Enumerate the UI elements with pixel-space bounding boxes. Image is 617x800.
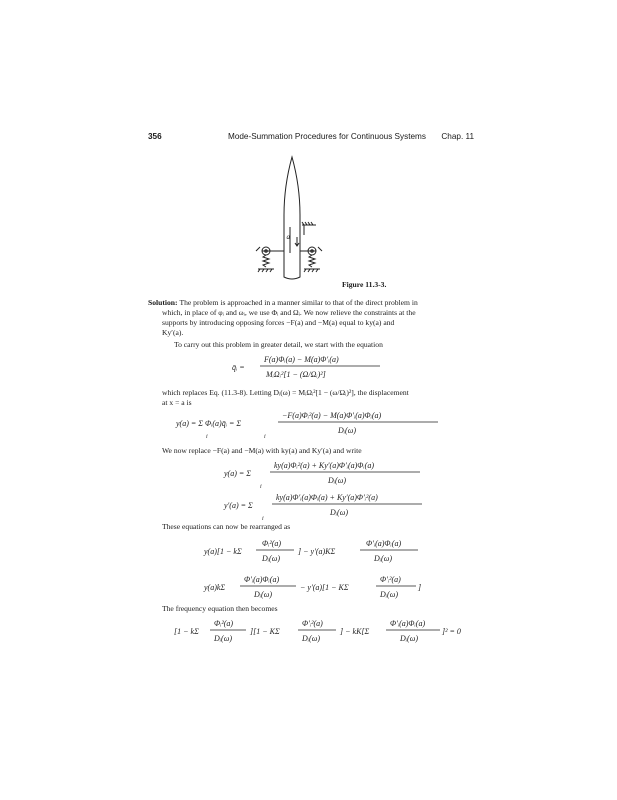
svg-text:F(a)Φᵢ(a) − M(a)Φ′ᵢ(a): F(a)Φᵢ(a) − M(a)Φ′ᵢ(a)	[264, 355, 339, 364]
svg-text:Dᵢ(ω): Dᵢ(ω)	[302, 634, 321, 643]
svg-text:−F(a)Φᵢ²(a) − M(a)Φ′ᵢ(a)Φᵢ(a): −F(a)Φᵢ²(a) − M(a)Φ′ᵢ(a)Φᵢ(a)	[282, 411, 382, 420]
svg-text:Dᵢ(ω): Dᵢ(ω)	[374, 554, 393, 563]
svg-text:]: ]	[418, 583, 422, 592]
paragraph-3-line-2: at x = a is	[162, 398, 192, 407]
svg-text:Φᵢ²(a): Φᵢ²(a)	[214, 619, 234, 628]
chapter-label: Chap. 11	[441, 132, 474, 141]
svg-text:Φ′ᵢ(a)Φᵢ(a): Φ′ᵢ(a)Φᵢ(a)	[390, 619, 426, 628]
svg-text:]² = 0: ]² = 0	[442, 627, 461, 636]
svg-text:Φ′ᵢ²(a): Φ′ᵢ²(a)	[302, 619, 323, 628]
svg-text:] − y′(a)KΣ: ] − y′(a)KΣ	[298, 547, 336, 556]
svg-text:Dᵢ(ω): Dᵢ(ω)	[380, 590, 399, 599]
svg-text:Dᵢ(ω): Dᵢ(ω)	[330, 508, 349, 517]
paragraph-6: The frequency equation then becomes	[162, 604, 278, 613]
svg-text:Dᵢ(ω): Dᵢ(ω)	[254, 590, 273, 599]
equation-rearranged-2	[204, 570, 444, 608]
equation-rearranged-1	[204, 534, 444, 572]
solution-line-1: The problem is approached in a manner similar to that of the direct problem in	[179, 298, 418, 307]
solution-line-4: Ky′(a).	[162, 328, 184, 337]
svg-text:i: i	[264, 434, 266, 440]
equation-q-bar	[232, 352, 432, 386]
solution-line-3: supports by introducing opposing forces −F(a) and −M(a) equal to ky(a) and	[162, 318, 395, 327]
equation-y-prime	[224, 490, 444, 526]
svg-text:i: i	[206, 434, 208, 440]
svg-text:] − kK[Σ: ] − kK[Σ	[340, 627, 370, 636]
solution-label: Solution:	[148, 298, 178, 307]
svg-text:q̄ᵢ =: q̄ᵢ =	[232, 363, 245, 372]
paragraph-3-line-1: which replaces Eq. (11.3-8). Letting Dᵢ(ω) = MᵢΩᵢ²[1 − (ω/Ωᵢ)²], the displacement	[162, 388, 409, 397]
svg-text:Dᵢ(ω): Dᵢ(ω)	[262, 554, 281, 563]
svg-text:Φ′ᵢ(a)Φᵢ(a): Φ′ᵢ(a)Φᵢ(a)	[244, 575, 280, 584]
page-number: 356	[148, 132, 162, 141]
equation-displacement	[176, 408, 476, 444]
svg-text:i: i	[260, 484, 262, 490]
svg-text:MᵢΩᵢ²[1 − (Ω/Ωᵢ)²]: MᵢΩᵢ²[1 − (Ω/Ωᵢ)²]	[266, 370, 326, 379]
solution-line-2: which, in place of φᵢ and ωᵢ, we use Φᵢ and Ωᵢ. We now relieve the constraints at the	[162, 308, 416, 317]
svg-text:y′(a) = Σ: y′(a) = Σ	[224, 501, 253, 510]
svg-text:Dᵢ(ω): Dᵢ(ω)	[328, 476, 347, 485]
svg-text:y(a) = Σ: y(a) = Σ	[224, 469, 252, 478]
svg-text:Φᵢ²(a): Φᵢ²(a)	[262, 539, 282, 548]
svg-text:y(a) = Σ Φᵢ(a)q̄ᵢ = Σ: y(a) = Σ Φᵢ(a)q̄ᵢ = Σ	[176, 419, 242, 428]
paragraph-2: To carry out this problem in greater detail, we start with the equation	[174, 340, 383, 349]
figure-beam-on-springs	[240, 155, 340, 290]
equation-frequency	[174, 614, 474, 652]
svg-text:Φ′ᵢ²(a): Φ′ᵢ²(a)	[380, 575, 401, 584]
svg-text:Dᵢ(ω): Dᵢ(ω)	[400, 634, 419, 643]
svg-text:][1 − KΣ: ][1 − KΣ	[250, 627, 280, 636]
svg-text:ky(a)Φ′ᵢ(a)Φᵢ(a) + Ky′(a)Φ′ᵢ²(: ky(a)Φ′ᵢ(a)Φᵢ(a) + Ky′(a)Φ′ᵢ²(a)	[276, 493, 378, 502]
dimension-label-a: a	[286, 233, 290, 241]
svg-text:Φ′ᵢ(a)Φᵢ(a): Φ′ᵢ(a)Φᵢ(a)	[366, 539, 402, 548]
svg-text:y(a)[1 − kΣ: y(a)[1 − kΣ	[204, 547, 242, 556]
svg-text:− y′(a)[1 − KΣ: − y′(a)[1 − KΣ	[300, 583, 349, 592]
running-title: Mode-Summation Procedures for Continuous Systems	[228, 132, 426, 141]
svg-text:y(a)kΣ: y(a)kΣ	[204, 583, 226, 592]
figure-drawing	[240, 155, 340, 285]
solution-paragraph	[148, 298, 418, 308]
paragraph-4: We now replace −F(a) and −M(a) with ky(a) and Ky′(a) and write	[162, 446, 362, 455]
paragraph-5: These equations can now be rearranged as	[162, 522, 291, 531]
svg-text:Dᵢ(ω): Dᵢ(ω)	[214, 634, 233, 643]
equation-y	[224, 458, 444, 494]
svg-text:[1 − kΣ: [1 − kΣ	[174, 627, 199, 636]
figure-caption: Figure 11.3-3.	[342, 280, 387, 289]
svg-text:i: i	[262, 516, 264, 522]
svg-text:Dᵢ(ω): Dᵢ(ω)	[338, 426, 357, 435]
svg-text:ky(a)Φᵢ²(a) + Ky′(a)Φ′ᵢ(a)Φᵢ(a: ky(a)Φᵢ²(a) + Ky′(a)Φ′ᵢ(a)Φᵢ(a)	[274, 461, 374, 470]
